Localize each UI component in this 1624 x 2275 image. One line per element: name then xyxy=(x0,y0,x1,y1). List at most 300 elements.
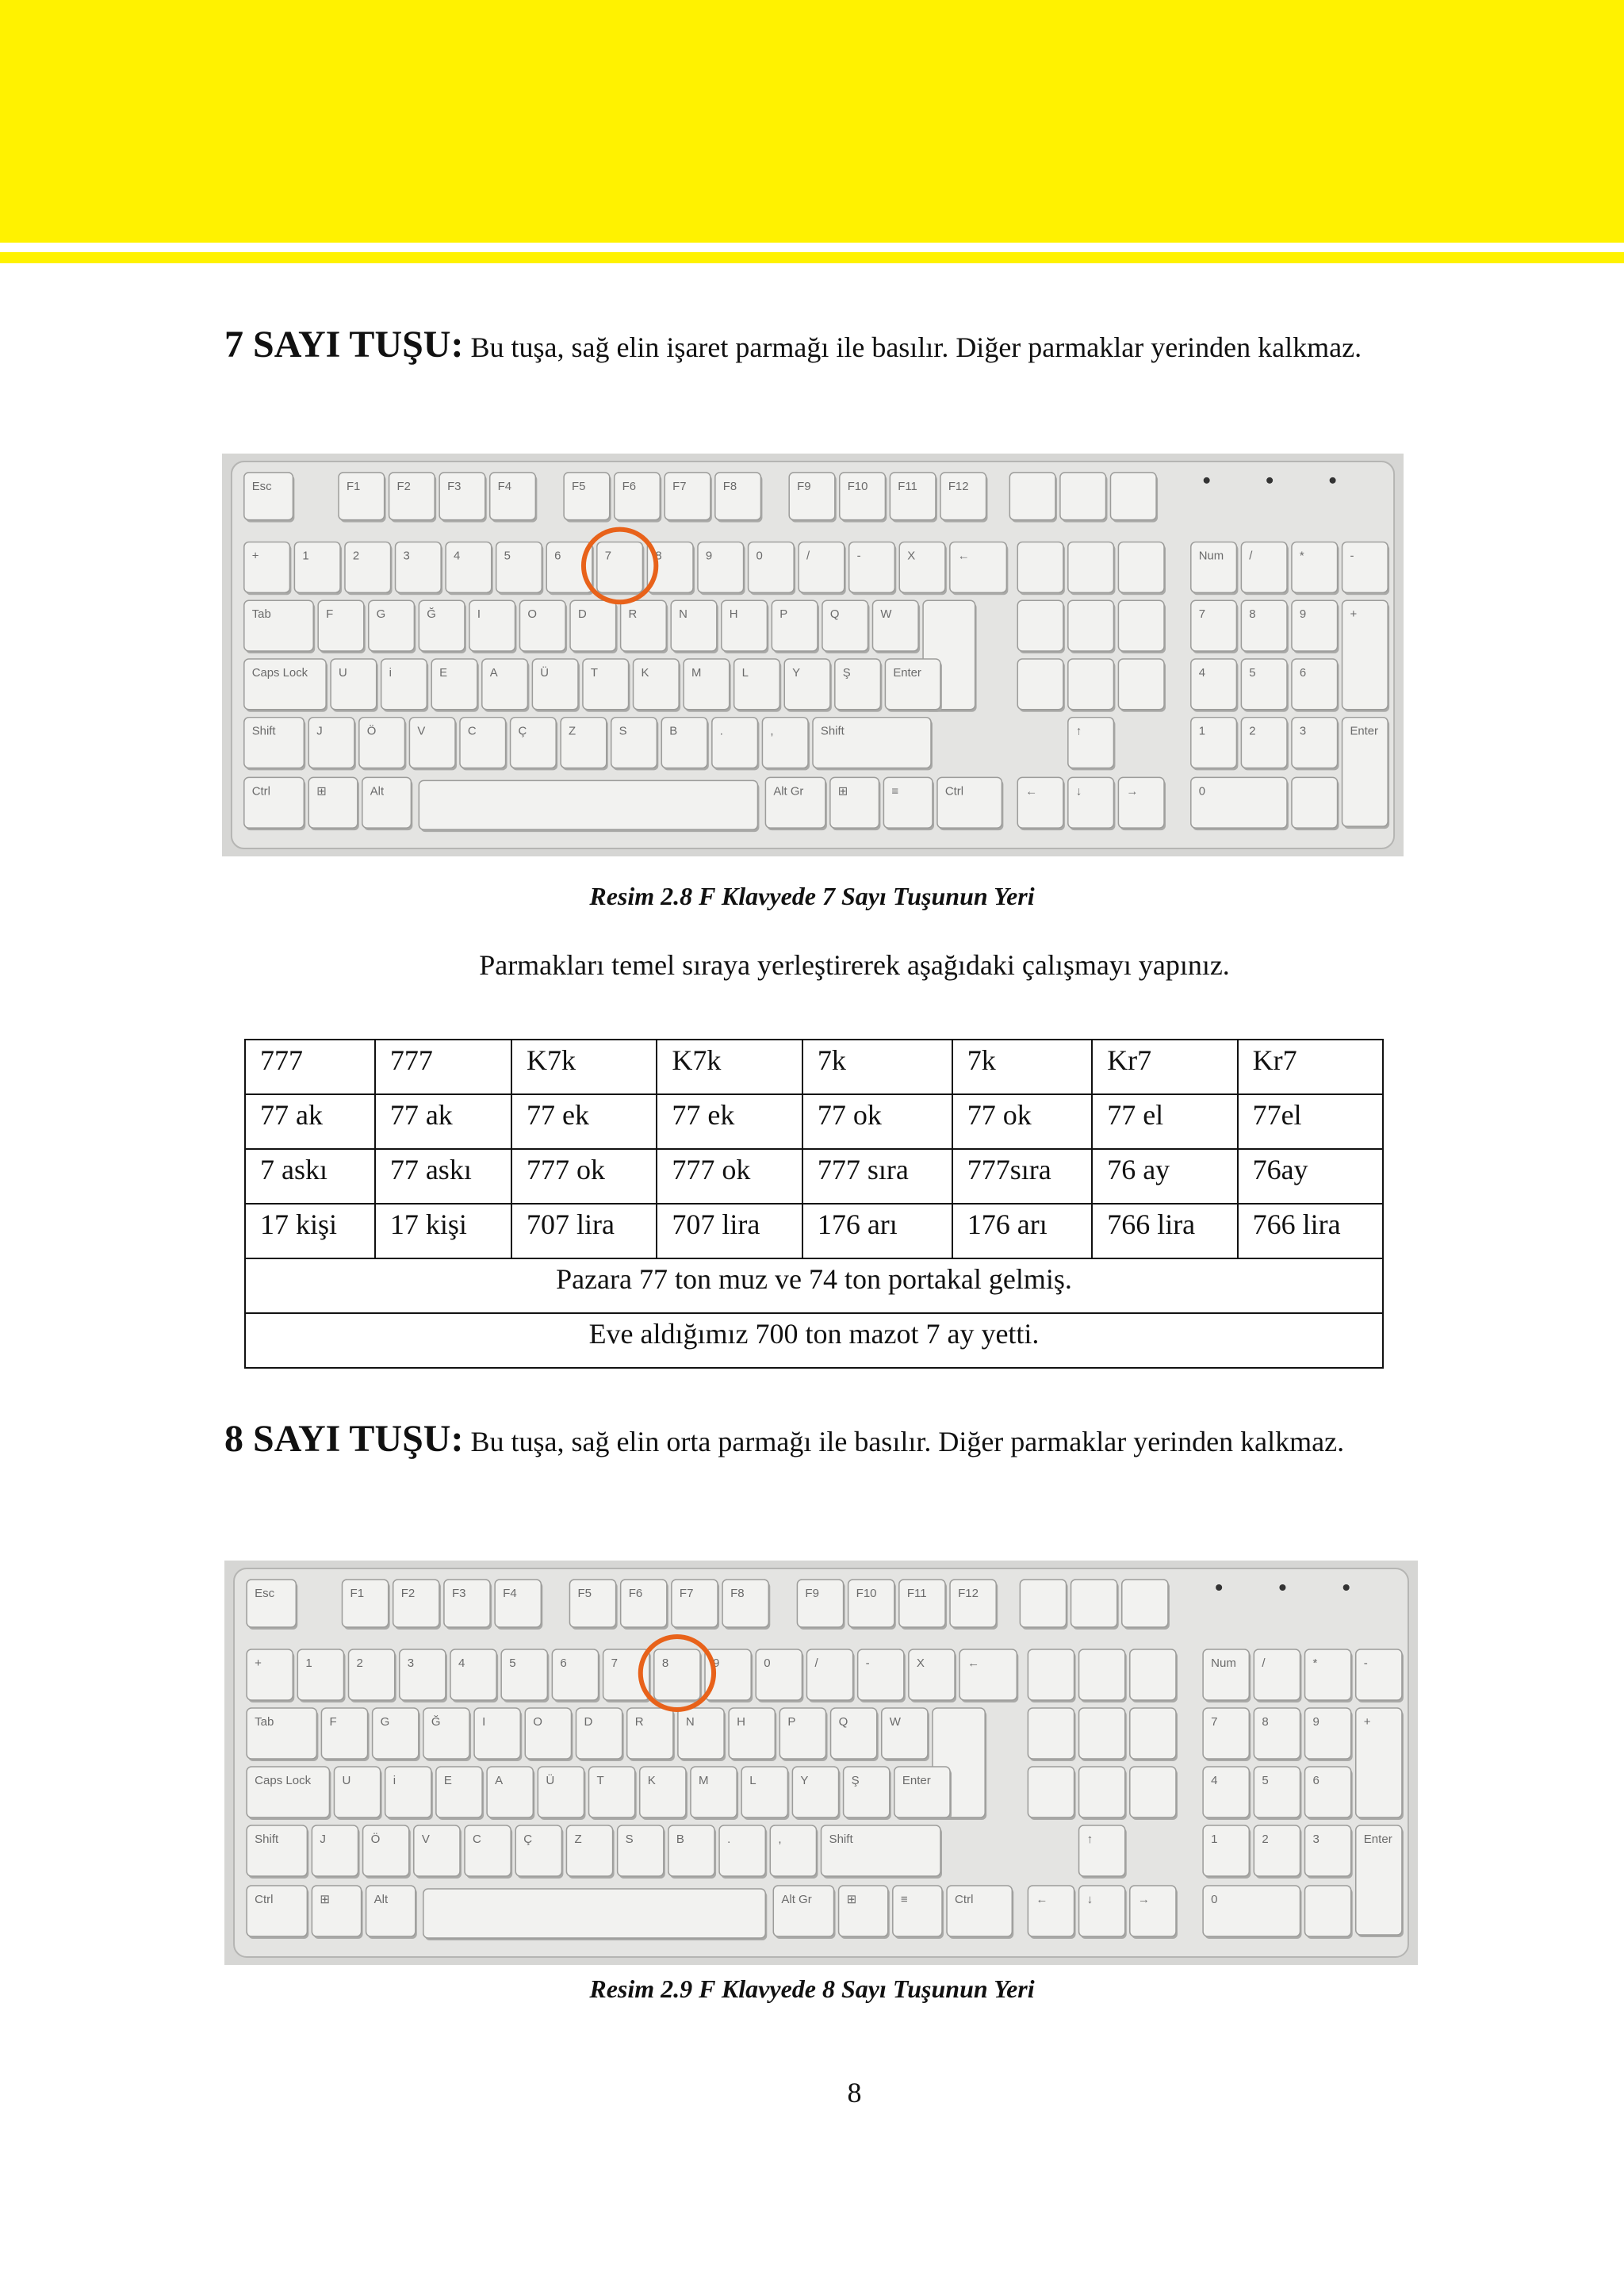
key-arrow-left xyxy=(1028,1886,1075,1939)
key-cap xyxy=(1028,1649,1074,1700)
key-nav-4 xyxy=(1079,1708,1127,1761)
key-label: R xyxy=(634,1715,644,1729)
key-num-12 xyxy=(858,1649,906,1702)
key-label: → xyxy=(1137,1893,1150,1906)
key-arrow-left xyxy=(1017,777,1065,830)
key-cap xyxy=(1254,1825,1300,1876)
key-label: 3 xyxy=(1312,1833,1320,1846)
key-label: B xyxy=(676,1833,684,1846)
key-cap xyxy=(294,542,340,593)
table-row xyxy=(245,1094,1383,1149)
key-cap xyxy=(373,1708,419,1759)
key-a-10 xyxy=(844,1767,891,1820)
key-cap xyxy=(597,542,643,593)
key-q-7 xyxy=(678,1708,726,1761)
key-numpad-0-2 xyxy=(1305,1649,1353,1702)
key-cap xyxy=(691,1767,737,1817)
key-cap xyxy=(831,1708,877,1759)
key-cap xyxy=(1356,1649,1402,1700)
key-num-11 xyxy=(799,542,846,596)
key-cap xyxy=(450,1649,496,1700)
key-a-7 xyxy=(684,659,731,712)
key-label: 7 xyxy=(611,1656,618,1670)
key-label: F5 xyxy=(577,1587,592,1600)
key-label: 5 xyxy=(509,1656,516,1670)
key-num-3 xyxy=(396,542,443,596)
key-cap xyxy=(331,659,377,710)
key-nav-1 xyxy=(1079,1649,1127,1702)
key-cap xyxy=(1203,1708,1249,1759)
key-label: Caps Lock xyxy=(255,1774,312,1787)
key-label: V xyxy=(417,724,426,738)
key-label: ← xyxy=(967,1656,980,1670)
key-cap xyxy=(576,1708,622,1759)
key-win-right xyxy=(830,777,881,830)
key-arrow-down xyxy=(1068,777,1116,830)
key-label: Esc xyxy=(251,479,272,493)
key-label: Shift xyxy=(251,724,276,738)
key-label: Ç xyxy=(523,1833,533,1846)
key-a-1 xyxy=(385,1767,433,1820)
key-label: + xyxy=(1363,1715,1371,1729)
key-label: G xyxy=(376,607,386,622)
key-label: S xyxy=(619,724,627,738)
key-num-9 xyxy=(698,542,745,596)
key-label: ↑ xyxy=(1086,1833,1094,1846)
key-label: ← xyxy=(1025,784,1038,799)
key-label: - xyxy=(1363,1656,1368,1670)
key-z-8 xyxy=(712,718,760,771)
key-f12 xyxy=(950,1580,998,1630)
key-label: 2 xyxy=(352,549,360,563)
key-numpad-0-1 xyxy=(1241,542,1289,596)
key-cap xyxy=(1068,600,1114,651)
key-shift-right xyxy=(822,1825,943,1879)
key-q-11 xyxy=(872,600,920,653)
key-label: M xyxy=(698,1774,709,1787)
key-cap xyxy=(501,1649,547,1700)
key-numpad-2-0 xyxy=(1191,659,1239,712)
key-f8 xyxy=(715,473,763,523)
key-z-8 xyxy=(719,1825,767,1879)
key-enter xyxy=(885,659,942,712)
practice-table xyxy=(244,1039,1384,1369)
key-q-3 xyxy=(474,1708,522,1761)
key-z-7 xyxy=(668,1825,716,1879)
key-f11 xyxy=(899,1580,947,1630)
key-cap xyxy=(618,1825,664,1876)
key-tab xyxy=(244,600,315,653)
key-label: Ctrl xyxy=(955,1893,974,1906)
table-cell: 777 ok xyxy=(511,1149,657,1204)
key-cap xyxy=(1305,1886,1351,1936)
key-f8 xyxy=(722,1580,770,1630)
key-cap xyxy=(1079,1767,1125,1817)
key-label: 2 xyxy=(356,1656,363,1670)
key-num-13 xyxy=(909,1649,956,1702)
key-cap xyxy=(835,659,881,710)
table-cell: 77 askı xyxy=(375,1149,511,1204)
key-z-3 xyxy=(460,718,508,771)
key-label: F xyxy=(326,607,334,622)
key-cap xyxy=(1071,1580,1117,1627)
key-cap xyxy=(822,600,868,651)
key-f1 xyxy=(342,1580,389,1630)
keyboard-illustration xyxy=(222,454,1404,856)
key-system-2 xyxy=(1110,473,1158,523)
key-numpad-0-0 xyxy=(1191,542,1239,596)
key-label: Z xyxy=(574,1833,582,1846)
key-label: F9 xyxy=(797,479,811,493)
key-cap xyxy=(615,473,661,520)
key-system-2 xyxy=(1122,1580,1170,1630)
key-num-3 xyxy=(400,1649,447,1702)
key-cap xyxy=(570,600,616,651)
key-numpad-3-2 xyxy=(1292,718,1339,771)
key-a-8 xyxy=(734,659,782,712)
table-cell: 77 ek xyxy=(657,1094,802,1149)
key-label: Caps Lock xyxy=(251,665,308,680)
key-num-6 xyxy=(552,1649,599,1702)
key-label: F2 xyxy=(400,1587,416,1600)
section-7-heading: 7 SAYI TUŞU: xyxy=(224,324,464,366)
key-label: 0 xyxy=(1211,1893,1218,1906)
key-label: 4 xyxy=(1211,1774,1218,1787)
key-label: 7 xyxy=(1198,607,1206,622)
key-system-0 xyxy=(1009,473,1057,523)
key-cap xyxy=(719,1825,765,1876)
key-arrow-down xyxy=(1079,1886,1127,1939)
key-label: ⊞ xyxy=(846,1893,857,1906)
key-cap xyxy=(722,1580,768,1627)
key-z-0 xyxy=(308,718,356,771)
key-cap xyxy=(1305,1825,1351,1876)
key-ctrl-right xyxy=(937,777,1003,830)
key-label: * xyxy=(1312,1656,1318,1670)
key-label: Alt xyxy=(373,1893,389,1906)
key-ctrl-left xyxy=(247,1886,308,1939)
key-numpad-2-1 xyxy=(1241,659,1289,712)
key-label: - xyxy=(1350,549,1354,563)
key-numpad-3-3 xyxy=(1342,718,1390,829)
key-q-4 xyxy=(519,600,567,653)
key-num-7 xyxy=(597,542,645,596)
key-cap xyxy=(414,1825,460,1876)
key-cap xyxy=(569,1580,615,1627)
key-label: F10 xyxy=(856,1587,877,1600)
key-cap xyxy=(729,1708,775,1759)
key-label: F5 xyxy=(572,479,586,493)
key-caps xyxy=(247,1767,331,1820)
section-8-heading: 8 SAYI TUŞU: xyxy=(224,1418,464,1460)
key-a-4 xyxy=(538,1767,585,1820)
key-label: ⊞ xyxy=(320,1893,331,1906)
key-label: 4 xyxy=(454,549,461,563)
key-cap xyxy=(561,718,607,768)
key-cap xyxy=(1110,473,1156,520)
key-label: G xyxy=(380,1715,390,1729)
table-row xyxy=(245,1258,1383,1313)
key-cap xyxy=(668,1825,714,1876)
key-label: C xyxy=(473,1833,481,1846)
key-z-4 xyxy=(511,718,558,771)
key-label: A xyxy=(495,1774,504,1787)
section-7-body: Bu tuşa, sağ elin işaret parmağı ile basılır. Diğer parmaklar yerinden kalkmaz. xyxy=(463,331,1362,363)
key-cap xyxy=(1191,659,1237,710)
key-cap xyxy=(772,600,818,651)
key-numpad-1-0 xyxy=(1203,1708,1251,1761)
key-cap xyxy=(538,1767,584,1817)
key-q-2 xyxy=(423,1708,471,1761)
key-label: J xyxy=(320,1833,326,1846)
table-cell: 777 sıra xyxy=(802,1149,952,1204)
key-z-9 xyxy=(762,718,810,771)
key-label: C xyxy=(467,724,477,738)
key-backspace xyxy=(950,542,1009,596)
indicator-light xyxy=(1204,477,1210,484)
table-cell: 77el xyxy=(1238,1094,1383,1149)
key-q-0 xyxy=(321,1708,369,1761)
key-q-1 xyxy=(373,1708,420,1761)
key-nav-3 xyxy=(1017,600,1065,653)
key-q-8 xyxy=(722,600,769,653)
key-f5 xyxy=(569,1580,617,1630)
key-numpad-2-2 xyxy=(1292,659,1339,712)
key-numpad-0-1 xyxy=(1254,1649,1301,1702)
key-q-11 xyxy=(882,1708,929,1761)
table-row xyxy=(245,1204,1383,1258)
key-num-4 xyxy=(446,542,493,596)
table-cell: 77 ak xyxy=(375,1094,511,1149)
key-numpad-2-2 xyxy=(1305,1767,1353,1820)
table-sentence: Eve aldığımız 700 ton mazot 7 ay yetti. xyxy=(245,1313,1383,1368)
table-cell: 777 xyxy=(375,1040,511,1094)
key-q-2 xyxy=(419,600,466,653)
key-nav-2 xyxy=(1118,542,1166,596)
key-cap xyxy=(495,1580,541,1627)
key-label: Ü xyxy=(540,665,550,680)
key-z-2 xyxy=(414,1825,462,1879)
key-label: D xyxy=(577,607,587,622)
figure-caption-8: Resim 2.9 F Klavyede 8 Sayı Tuşunun Yeri xyxy=(589,1974,1035,2003)
table-cell: 7k xyxy=(802,1040,952,1094)
key-cap xyxy=(756,1649,802,1700)
key-q-4 xyxy=(525,1708,573,1761)
key-cap xyxy=(722,600,768,651)
table-cell: 777 xyxy=(245,1040,375,1094)
key-cap xyxy=(784,659,830,710)
key-cap xyxy=(1130,1886,1176,1936)
key-win-right xyxy=(839,1886,890,1939)
key-cap xyxy=(1068,718,1114,768)
key-cap xyxy=(749,542,795,593)
key-label: Tab xyxy=(255,1715,274,1729)
key-label: 9 xyxy=(713,1656,720,1670)
key-label: , xyxy=(770,724,774,738)
key-num-12 xyxy=(849,542,897,596)
key-label: Enter xyxy=(1363,1833,1392,1846)
key-z-6 xyxy=(611,718,659,771)
key-cap xyxy=(589,1767,635,1817)
section-7-text xyxy=(224,325,1404,367)
key-cap xyxy=(1028,1886,1074,1936)
key-numpad-3-1 xyxy=(1241,718,1289,771)
key-label: * xyxy=(1299,549,1304,563)
key-label: 1 xyxy=(1211,1833,1218,1846)
key-cap xyxy=(1191,600,1237,651)
key-cap xyxy=(1342,542,1388,593)
key-label: 2 xyxy=(1262,1833,1269,1846)
key-cap xyxy=(1130,1767,1176,1817)
key-system-1 xyxy=(1060,473,1108,523)
key-label: F1 xyxy=(346,479,361,493)
key-z-2 xyxy=(409,718,457,771)
key-label: Shift xyxy=(820,724,845,738)
key-cap xyxy=(423,1889,765,1938)
key-label: . xyxy=(719,724,723,738)
key-cap xyxy=(661,718,707,768)
key-numpad-0-2 xyxy=(1292,542,1339,596)
header-rule xyxy=(0,252,1624,263)
key-cap xyxy=(1342,600,1388,709)
key-label: Num xyxy=(1211,1656,1236,1670)
key-cap xyxy=(654,1649,700,1700)
key-f6 xyxy=(621,1580,668,1630)
table-cell: 176 arı xyxy=(802,1204,952,1258)
key-cap xyxy=(1292,542,1338,593)
key-numpad-0-0 xyxy=(1203,1649,1251,1702)
key-cap xyxy=(1305,1708,1351,1759)
key-cap xyxy=(519,600,565,651)
key-f4 xyxy=(490,473,538,523)
key-alt xyxy=(362,777,413,830)
key-label: Ç xyxy=(518,724,527,738)
key-cap xyxy=(1254,1708,1300,1759)
key-f3 xyxy=(444,1580,492,1630)
key-num-10 xyxy=(749,542,796,596)
key-label: P xyxy=(787,1715,796,1729)
key-a-5 xyxy=(589,1767,637,1820)
key-label: F3 xyxy=(447,479,462,493)
key-label: F7 xyxy=(672,479,687,493)
key-cap xyxy=(583,659,629,710)
key-cap xyxy=(409,718,455,768)
key-cap xyxy=(474,1708,520,1759)
key-label: ← xyxy=(957,549,970,563)
key-q-9 xyxy=(772,600,819,653)
key-arrow-right xyxy=(1118,777,1166,830)
key-label: Ü xyxy=(546,1774,555,1787)
key-cap xyxy=(1079,1708,1125,1759)
key-cap xyxy=(1292,718,1338,768)
key-num-13 xyxy=(899,542,947,596)
key-q-10 xyxy=(831,1708,879,1761)
table-cell: 77 el xyxy=(1092,1094,1237,1149)
section-8-text xyxy=(224,1419,1404,1461)
key-label: F8 xyxy=(722,479,737,493)
key-f10 xyxy=(848,1580,896,1630)
key-numpad-0 xyxy=(1203,1886,1301,1939)
key-cap xyxy=(1028,1767,1074,1817)
key-cap xyxy=(1020,1580,1066,1627)
table-cell: 17 kişi xyxy=(375,1204,511,1258)
key-label: Alt Gr xyxy=(781,1893,812,1906)
key-f9 xyxy=(789,473,837,523)
key-cap xyxy=(734,659,780,710)
key-label: 3 xyxy=(407,1656,415,1670)
key-label: X xyxy=(907,549,916,563)
key-label: . xyxy=(727,1833,731,1846)
key-cap xyxy=(431,659,477,710)
key-label: / xyxy=(1262,1656,1266,1670)
key-label: / xyxy=(814,1656,818,1670)
key-q-10 xyxy=(822,600,870,653)
key-cap xyxy=(909,1649,955,1700)
key-cap xyxy=(482,659,528,710)
key-q-8 xyxy=(729,1708,776,1761)
key-f3 xyxy=(439,473,487,523)
table-cell: 77 ok xyxy=(952,1094,1092,1149)
key-cap xyxy=(684,659,730,710)
key-label: E xyxy=(443,1774,452,1787)
key-numpad-2-1 xyxy=(1254,1767,1301,1820)
key-numpad-1-3 xyxy=(1342,600,1390,711)
key-num-8 xyxy=(654,1649,702,1702)
key-numpad-3-3 xyxy=(1356,1825,1404,1937)
key-label: Esc xyxy=(255,1587,275,1600)
key-f1 xyxy=(339,473,386,523)
key-cap xyxy=(1130,1649,1176,1700)
key-label: 5 xyxy=(504,549,511,563)
key-cap xyxy=(1017,659,1063,710)
key-label: Y xyxy=(800,1774,809,1787)
key-label: ← xyxy=(1036,1893,1048,1906)
key-z-5 xyxy=(561,718,608,771)
indicator-light xyxy=(1330,477,1336,484)
key-label: 1 xyxy=(302,549,309,563)
key-cap xyxy=(665,473,710,520)
key-label: A xyxy=(489,665,498,680)
key-win-left xyxy=(308,777,359,830)
table-cell: Kr7 xyxy=(1238,1040,1383,1094)
key-q-6 xyxy=(621,600,668,653)
key-label: - xyxy=(856,549,861,563)
key-nav-1 xyxy=(1068,542,1116,596)
key-nav-5 xyxy=(1130,1708,1178,1761)
key-label: Ö xyxy=(370,1833,381,1846)
key-numpad-3-0 xyxy=(1191,718,1239,771)
key-label: Ş xyxy=(842,665,851,680)
indicator-light xyxy=(1266,477,1273,484)
key-label: F4 xyxy=(497,479,512,493)
indicator-light xyxy=(1216,1584,1222,1591)
key-label: T xyxy=(590,665,598,680)
table-cell: 707 lira xyxy=(511,1204,657,1258)
key-cap xyxy=(1292,659,1338,710)
key-cap xyxy=(1241,659,1287,710)
key-q-1 xyxy=(369,600,416,653)
key-label: O xyxy=(527,607,538,622)
key-a-0 xyxy=(331,659,378,712)
key-cap xyxy=(1254,1767,1300,1817)
key-cap xyxy=(515,1825,561,1876)
key-menu xyxy=(893,1886,944,1939)
table-cell: 7 askı xyxy=(245,1149,375,1204)
key-label: Ğ xyxy=(431,1715,441,1729)
key-cap xyxy=(678,1708,724,1759)
key-label: ⊞ xyxy=(316,784,327,799)
key-cap xyxy=(1241,600,1287,651)
